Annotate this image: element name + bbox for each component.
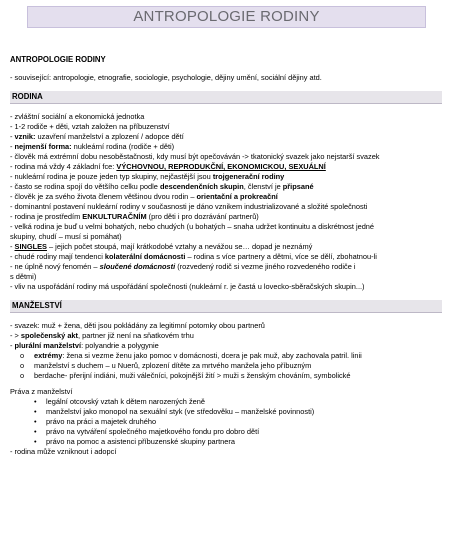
list-item: - chudé rodiny mají tendenci kolaterální domácnosti – rodina s více partnery a dětmi, více se dělí, zbohatnou-li <box>10 252 377 261</box>
rights-heading: Práva z manželství <box>10 387 73 396</box>
list-item: - vliv na uspořádání rodiny má uspořádání společnosti (nukleární r. je častá u lovecko-sběračských skupin...) <box>10 282 365 291</box>
list-item: - člověk je za svého života členem většinou dvou rodin – orientační a prokreační <box>10 192 278 201</box>
bullet-item: • právo na pomoc a asistenci příbuzenské skupiny partnera <box>34 437 235 446</box>
list-item: - nejmenší forma: nukleární rodina (rodiče + děti) <box>10 142 175 151</box>
list-item: - často se rodina spojí do většího celku podle descendenčních skupin, členství je připsané <box>10 182 314 191</box>
subtitle: ANTROPOLOGIE RODINY <box>10 55 106 64</box>
bullet-item: • právo na práci a majetek druhého <box>34 417 157 426</box>
sub-list-item: o berdache- přerijní indiáni, muži válečníci, pokojnější žití > muži s ženským chováním, symbolické <box>20 371 351 380</box>
list-item: - SINGLES – jejich počet stoupá, mají krátkodobé vztahy a nevážou se… dopad je neznámý <box>10 242 313 251</box>
rights-list <box>10 397 442 447</box>
bullet-icon: • <box>34 397 37 406</box>
list-item-continuation: s dětmi) <box>10 272 37 281</box>
list-item: - zvláštní sociální a ekonomická jednotka <box>10 112 145 121</box>
circle-bullet-icon: o <box>20 371 25 380</box>
bullet-icon: • <box>34 427 37 436</box>
list-item: - dominantní postavení nukleární rodiny v současnosti je dáno vznikem industrializované a složité společnosti <box>10 202 368 211</box>
list-item: - plurální manželství: polyandrie a polygynie <box>10 341 159 350</box>
list-item: - rodina má vždy 4 základní fce: VÝCHOVNOU, REPRODUKČNÍ, EKONOMICKOU, SEXUÁLNÍ <box>10 162 326 171</box>
list-item: - ne úplně nový fenomén – sloučené domácnosti (rozvedený rodič si vezme jiného rozvedeného rodiče i <box>10 262 356 271</box>
circle-bullet-icon: o <box>20 361 25 370</box>
list-item: - > společenský akt, partner již není na sňatkovém trhu <box>10 331 194 340</box>
bullet-icon: • <box>34 437 37 446</box>
list-item: - 1-2 rodiče + děti, vztah založen na příbuzenství <box>10 122 170 131</box>
list-item: - vznik: uzavření manželství a zplození / adopce dětí <box>10 132 184 141</box>
circle-bullet-icon: o <box>20 351 25 360</box>
bullet-icon: • <box>34 407 37 416</box>
related-fields: - související: antropologie, etnografie, sociologie, psychologie, dějiny umění, sociální dějiny atd. <box>10 73 322 82</box>
bullet-item: • právo na vytváření společného majetkového fondu pro dobro dětí <box>34 427 260 436</box>
document-content <box>10 55 442 457</box>
document-title: ANTROPOLOGIE RODINY <box>27 6 426 28</box>
section-heading-manzelstvi: MANŽELSTVÍ <box>10 300 442 313</box>
list-item: - nukleární rodina je pouze jeden typ skupiny, nejčastější jsou trojgenerační rodiny <box>10 172 285 181</box>
list-item-continuation: skupiny, chudí – musí si pomáhat) <box>10 232 122 241</box>
manzelstvi-list <box>10 321 442 381</box>
sub-list-item: o manželství s duchem – u Nuerů, zplození dítěte za mrtvého manžela jeho příbuzným <box>20 361 312 370</box>
list-item: - svazek: muž + žena, děti jsou pokládány za legitimní potomky obou partnerů <box>10 321 265 330</box>
bullet-icon: • <box>34 417 37 426</box>
bullet-item: • legální otcovský vztah k dětem narozených ženě <box>34 397 205 406</box>
list-item: - člověk má extrémní dobu nesoběstačnosti, kdy musí být opečováván -> tkatonický svazek jako nejstarší svazek <box>10 152 380 161</box>
list-item: - rodina může vzniknout i adopcí <box>10 447 117 456</box>
bullet-item: • manželství jako monopol na sexuální styk (ve středověku – manželské povinnosti) <box>34 407 315 416</box>
section-heading-rodina: RODINA <box>10 91 442 104</box>
sub-list-item: o extrémy: žena si vezme ženu jako pomoc v domácnosti, dcera je pak muž, aby zachovala patril. linii <box>20 351 362 360</box>
list-item: - rodina je prostředím ENKULTURAČNÍM (pro děti i pro dozrávání partnerů) <box>10 212 259 221</box>
list-item: - velká rodina je buď u velmi bohatých, nebo chudých (u bohatých – snaha udržet kontinuitu a diskrétnost jedné <box>10 222 375 231</box>
rodina-list <box>10 112 442 292</box>
